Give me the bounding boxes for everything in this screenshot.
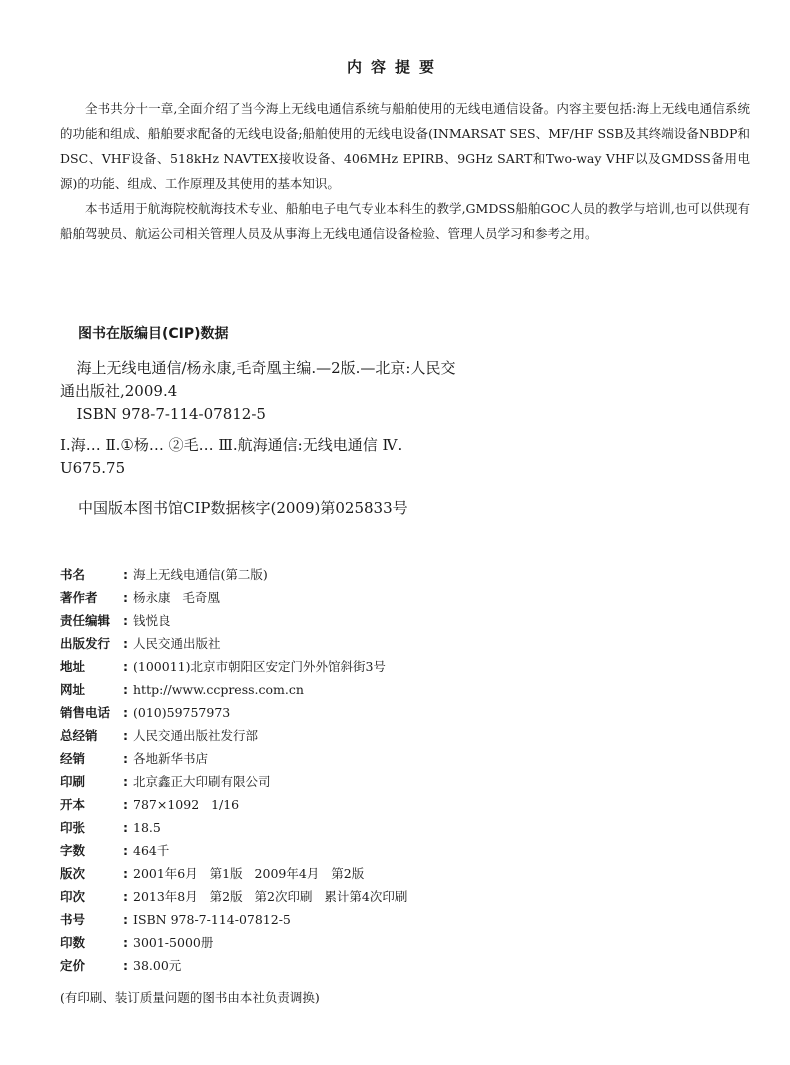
info-label: 经销 :: [60, 747, 133, 770]
info-value: 787×1092 1/16: [133, 797, 240, 812]
info-row: [60, 908, 740, 931]
info-label: 地址 :: [60, 655, 133, 678]
info-row: [60, 747, 740, 770]
info-label: 总经销 :: [60, 724, 133, 747]
info-label: 版次 :: [60, 862, 133, 885]
info-label: 销售电话 :: [60, 701, 133, 724]
info-value: 2001年6月 第1版 2009年4月 第2版: [133, 866, 365, 881]
cip-isbn: ISBN 978-7-114-07812-5: [76, 405, 266, 423]
info-label: 印刷 :: [60, 770, 133, 793]
cip-line: 通出版社,2009.4: [60, 382, 178, 400]
info-value: 38.00元: [133, 958, 182, 973]
info-label-text: 定价: [60, 958, 86, 973]
info-label-text: 经销: [60, 751, 86, 766]
info-label-text: 著作者: [60, 590, 98, 605]
cip-title: 图书在版编目(CIP)数据: [78, 326, 229, 342]
info-label-text: 出版发行: [60, 636, 111, 651]
info-label-text: 书名: [60, 567, 86, 582]
cip-line: 海上无线电通信/杨永康,毛奇凰主编.—2版.—北京:人民交: [76, 359, 456, 377]
info-value: 2013年8月 第2版 第2次印刷 累计第4次印刷: [133, 889, 408, 904]
info-label-text: 印数: [60, 935, 86, 950]
info-row: [60, 862, 740, 885]
info-value: 各地新华书店: [133, 751, 209, 766]
info-row: [60, 609, 740, 632]
info-label-text: 印次: [60, 889, 86, 904]
info-value: 464千: [133, 843, 170, 858]
info-value: (010)59757973: [133, 705, 231, 720]
info-value: 海上无线电通信(第二版): [133, 567, 268, 582]
info-label-text: 地址: [60, 659, 86, 674]
info-row: [60, 678, 740, 701]
info-label: 责任编辑 :: [60, 609, 133, 632]
info-label-text: 书号: [60, 912, 86, 927]
info-row: [60, 701, 740, 724]
info-label-text: 网址: [60, 682, 86, 697]
info-label: 印数 :: [60, 931, 133, 954]
info-label: 著作者 :: [60, 586, 133, 609]
quality-note: (有印刷、装订质量问题的图书由本社负责调换): [60, 990, 320, 1005]
info-label: 书号 :: [60, 908, 133, 931]
info-value: 人民交通出版社: [133, 636, 221, 651]
info-label-text: 总经销: [60, 728, 98, 743]
info-value: 杨永康 毛奇凰: [133, 590, 220, 605]
info-label: 定价 :: [60, 954, 133, 977]
info-label: 网址 :: [60, 678, 133, 701]
info-row: [60, 931, 740, 954]
info-row: [60, 655, 740, 678]
summary-paragraph: 本书适用于航海院校航海技术专业、船舶电子电气专业本科生的教学,GMDSS船舶GOC人员的教学与培训,也可以供现有船舶驾驶员、航运公司相关管理人员及从事海上无线电通信设备检验、管理人员学习和参考之用。: [60, 201, 750, 241]
info-row: [60, 586, 740, 609]
info-label: 出版发行 :: [60, 632, 133, 655]
info-label: 书名 :: [60, 563, 133, 586]
cip-classification: Ⅰ.海… Ⅱ.①杨… ②毛… Ⅲ.航海通信:无线电通信 Ⅳ.: [60, 436, 403, 454]
info-row: [60, 563, 740, 586]
info-label-text: 版次: [60, 866, 86, 881]
info-label: 印次 :: [60, 885, 133, 908]
info-value: 北京鑫正大印刷有限公司: [133, 774, 271, 789]
info-value: 人民交通出版社发行部: [133, 728, 259, 743]
info-label-text: 印张: [60, 820, 86, 835]
summary-title: 内容提要: [346, 58, 443, 76]
cip-verification-number: 中国版本图书馆CIP数据核字(2009)第025833号: [78, 499, 408, 517]
cip-line: U675.75: [60, 459, 126, 477]
info-row: [60, 839, 740, 862]
info-row: [60, 632, 740, 655]
info-row: [60, 885, 740, 908]
info-label: 开本 :: [60, 793, 133, 816]
info-value: http://www.ccpress.com.cn: [133, 682, 304, 697]
info-row: [60, 793, 740, 816]
info-row: [60, 770, 740, 793]
info-label: 字数 :: [60, 839, 133, 862]
info-value: 钱悦良: [133, 613, 171, 628]
info-label-text: 开本: [60, 797, 86, 812]
info-label-text: 责任编辑: [60, 613, 111, 628]
summary-body: [60, 96, 750, 246]
info-label-text: 印刷: [60, 774, 86, 789]
publication-info: [60, 563, 740, 977]
info-value: ISBN 978-7-114-07812-5: [133, 912, 291, 927]
info-label: 印张 :: [60, 816, 133, 839]
info-row: [60, 724, 740, 747]
info-label-text: 字数: [60, 843, 86, 858]
info-row: [60, 816, 740, 839]
info-label-text: 销售电话: [60, 705, 111, 720]
info-value: 3001-5000册: [133, 935, 214, 950]
info-value: (100011)北京市朝阳区安定门外外馆斜街3号: [133, 659, 386, 674]
cip-entry: [60, 357, 560, 480]
info-row: [60, 954, 740, 977]
summary-paragraph: 全书共分十一章,全面介绍了当今海上无线电通信系统与船舶使用的无线电通信设备。内容主要包括:海上无线电通信系统的功能和组成、船舶要求配备的无线电设备;船舶使用的无线电设备(INMARSAT SES、MF/HF SSB及其终端设备NBDP和DSC、VHF设备、518kHz NAVTEX接收设备、406MHz EPIRB、9GHz SART和Two-way VHF以及GMDSS备用电源)的功能、组成、工作原理及其使用的基本知识。: [60, 101, 750, 191]
info-value: 18.5: [133, 820, 161, 835]
